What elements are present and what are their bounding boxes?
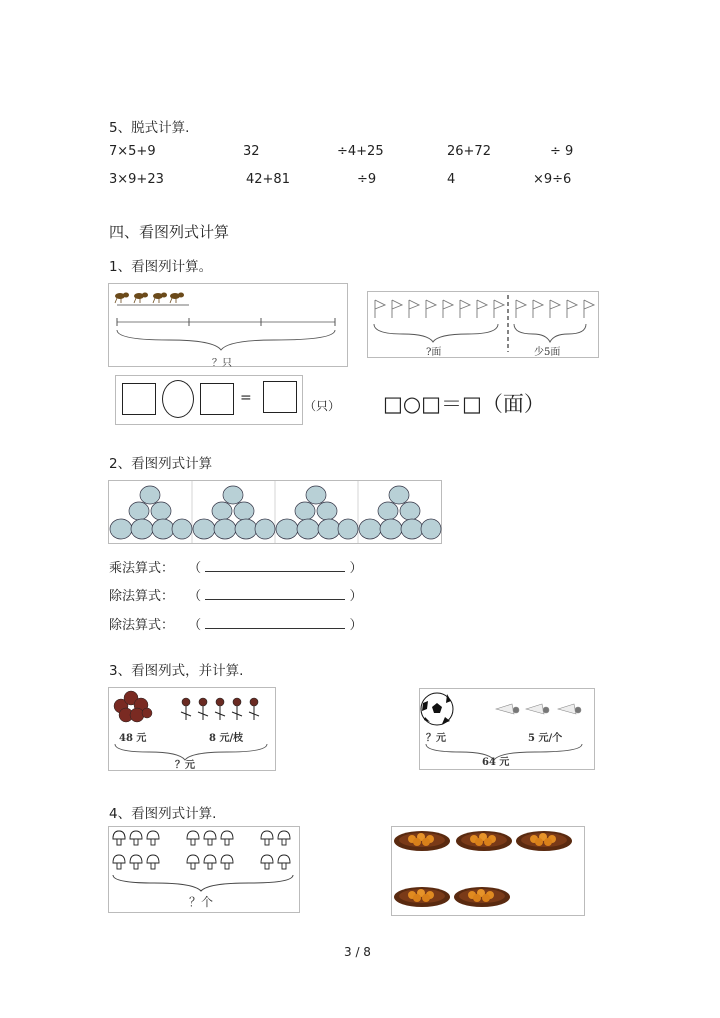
expr-2-5: ×9÷6 — [533, 172, 572, 187]
ball-price: ？元 — [426, 733, 446, 744]
expr-2-4: 4 — [447, 172, 456, 187]
division-label-1: 除法算式： — [109, 589, 175, 604]
operator-circle[interactable] — [162, 380, 194, 418]
paren-open: （ — [188, 618, 202, 633]
ball-total: 64 元 — [482, 757, 510, 768]
answer-blank-2[interactable] — [200, 383, 234, 415]
section-4-title: 四、看图列式计算 — [109, 223, 230, 241]
pumpkins-drawing — [109, 481, 441, 543]
pumpkins-figure — [108, 480, 442, 544]
flags-drawing — [368, 292, 598, 357]
section-5-title: 5、脱式计算. — [109, 120, 190, 136]
unit-zhi: （只） — [304, 399, 341, 413]
division-blank-2[interactable] — [205, 616, 345, 629]
mushrooms-total: ？个 — [189, 895, 214, 909]
expr-2-1: 3×9+23 — [109, 172, 164, 187]
mushrooms-figure — [108, 826, 300, 913]
bouquet-price: 48 元 — [119, 733, 147, 744]
q2-line-3 — [109, 614, 362, 633]
ants-figure — [108, 283, 348, 367]
q2-line-1 — [109, 557, 362, 576]
rose-price: 8 元/枝 — [209, 733, 244, 744]
q2-title: 2、看图列式计算 — [109, 456, 213, 472]
flags-left-label: ?面 — [426, 347, 442, 358]
paren-close: ） — [349, 618, 363, 633]
equals-sign: = — [240, 390, 252, 406]
paren-close: ） — [349, 589, 363, 604]
paren-close: ） — [349, 561, 363, 576]
answer-blank-3[interactable] — [263, 381, 297, 413]
ants-brace-label: ？只 — [212, 358, 232, 369]
flags-figure — [367, 291, 599, 358]
expr-1-2: 32 — [243, 144, 260, 159]
ants-answer-box — [115, 375, 303, 425]
division-label-2: 除法算式： — [109, 618, 175, 633]
expr-1-3: ÷4+25 — [337, 144, 384, 159]
expr-1-4: 26+72 — [447, 144, 491, 159]
division-blank-1[interactable] — [205, 587, 345, 600]
q1-title: 1、看图列计算。 — [109, 259, 213, 275]
ball-shuttle-figure — [419, 688, 595, 770]
expr-2-2: 42+81 — [246, 172, 290, 187]
expr-1-5: ÷ 9 — [550, 144, 574, 159]
paren-open: （ — [188, 561, 202, 576]
multiplication-blank[interactable] — [205, 559, 345, 572]
answer-blank-1[interactable] — [122, 383, 156, 415]
flowers-total: ？元 — [175, 760, 195, 771]
plates-figure — [391, 826, 585, 916]
flags-right-label: 少5面 — [534, 347, 561, 358]
q4-title: 4、看图列式计算. — [109, 806, 217, 822]
paren-open: （ — [188, 589, 202, 604]
flags-formula: □○□＝□（面） — [383, 392, 545, 416]
flowers-figure — [108, 687, 276, 771]
shuttle-price: 5 元/个 — [528, 733, 563, 744]
page-number: 3 / 8 — [344, 945, 371, 959]
q3-title: 3、看图列式，并计算. — [109, 663, 244, 679]
expr-1-1: 7×5+9 — [109, 144, 156, 159]
plates-drawing — [392, 827, 584, 915]
expr-2-3: ÷9 — [357, 172, 377, 187]
multiplication-label: 乘法算式： — [109, 561, 175, 576]
q2-line-2 — [109, 585, 362, 604]
